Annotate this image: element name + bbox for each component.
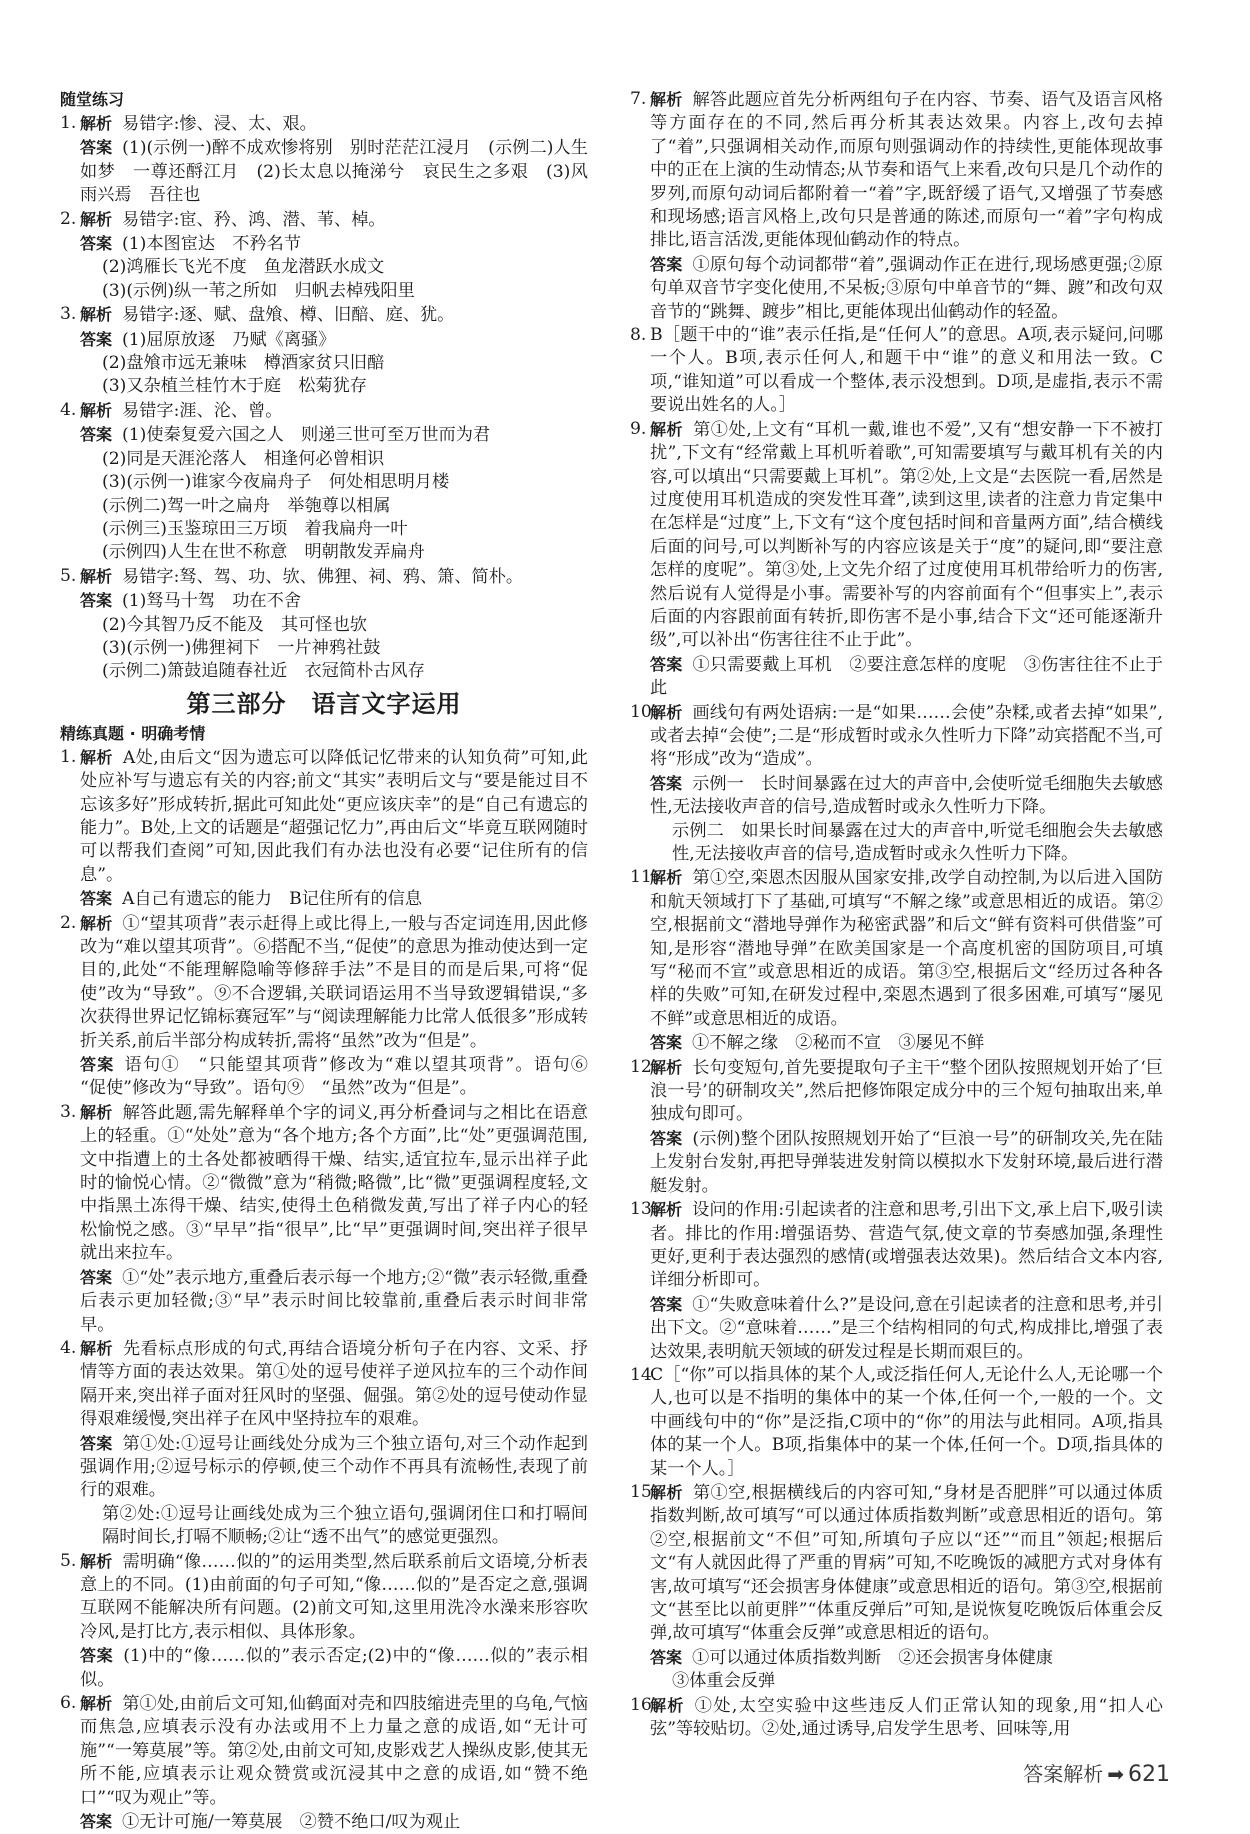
analysis-label: 解析 bbox=[650, 419, 684, 439]
answer-label: 答案 bbox=[650, 254, 683, 274]
answer-line bbox=[80, 1644, 588, 1692]
analysis-label: 解析 bbox=[650, 702, 683, 722]
analysis-text: 第①处,上文有“耳机一戴,谁也不爱”,又有“想安静一下不被打扰”,下文有“经常戴上耳机听着歌”,可知需要填写与戴耳机有关的内容,可以填出“只需要戴上耳机”。第②处,上文是“去医院一看,居然是过度使用耳机造成的突发性耳聋”,读到这里,读者的注意力肯定集中在怎样是“过度”上,下文有“这个度包括时间和音量两方面”,结合横线后面的问号,可以判断补写的内容应该是关于“度”的疑问,即“要注意怎样的度呢”。第③处,上文先介绍了过度使用耳机带给听力的伤害,然后说有人觉得是小事。需要补写的内容前面有个“但事实上”,表示后面的内容跟前面有转折,即伤害不是小事,结合下文“还可能逐渐升级”,可以补出“伤害往往不止于此”。 bbox=[650, 419, 1163, 651]
answer-item bbox=[60, 303, 588, 399]
answer-text: (1)使秦复爱六国之人 则递三世可至万世而为君 bbox=[122, 425, 491, 446]
answer-line bbox=[80, 637, 588, 660]
analysis-text: 设问的作用:引起读者的注意和思考,引出下文,承上启下,吸引读者。排比的作用:增强语势、营造气氛,使文章的节奏感加强,条理性更好,更利于表达强烈的感情(或增强表达效果)。然后结合文本内容,详细分析即可。 bbox=[650, 1200, 1163, 1291]
answer-text: (1)屈原放逐 乃赋《离骚》 bbox=[122, 329, 336, 350]
answer-label: 答案 bbox=[650, 1128, 683, 1148]
item-number: 1. bbox=[60, 113, 77, 133]
answer-label: 答案 bbox=[80, 138, 113, 158]
analysis-text: B［题干中的“谁”表示任指,是“任何人”的意思。A项,表示疑问,问哪一个人。B项,表示任何人,和题干中“谁”的意义和用法一致。C项,“谁知道”可以看成一个整体,表示没想到。D项,是虚指,表示不需要说出姓名的人。］ bbox=[650, 325, 1163, 416]
answer-text: ①只需要戴上耳机 ②要注意怎样的度呢 ③伤害往往不止于此 bbox=[650, 654, 1163, 699]
answer-text: 示例一 长时间暴露在过大的声音中,会使听觉毛细胞失去敏感性,无法接收声音的信号,造成暂时或永久性听力下降。 bbox=[650, 773, 1163, 818]
item-number: 15. bbox=[630, 1481, 658, 1502]
answer-line bbox=[80, 375, 588, 398]
answer-text: (2)盘飧市远无兼味 樽酒家贫只旧醅 bbox=[102, 353, 385, 374]
answer-item bbox=[60, 399, 588, 565]
answer-text: (1)(示例一)醉不成欢惨将别 别时茫茫江浸月 (示例二)人生如梦 一尊还酹江月 (2)长太息以掩涕兮 哀民生之多艰 (3)风雨兴焉 吾往也 bbox=[80, 138, 588, 206]
answer-text: ①“处”表示地方,重叠后表示每一个地方;②“微”表示轻微,重叠后表示更加轻微;③“早”表示时间比较靠前,重叠后表示时间非常早。 bbox=[80, 1267, 588, 1335]
exam-list bbox=[60, 746, 606, 1834]
analysis-label: 解析 bbox=[80, 1102, 113, 1122]
answer-label: 答案 bbox=[80, 1433, 113, 1453]
analysis-text: ①“望其项背”表示赶得上或比得上,一般与否定词连用,因此修改为“难以望其项背”。⑥搭配不当,“促使”的意思为推动使达到一定目的,此处“不能理解隐喻等修辞手法”不是目的而是后果,可将“促使”改为“导致”。⑨不合逻辑,关联词语运用不当导致逻辑错误,“多次获得世界记忆锦标赛冠军”与“阅读理解能力比常人低很多”形成转折关系,前后半部分构成转折,需将“虽然”改为“但是”。 bbox=[80, 913, 588, 1051]
analysis-text: 第①处,由前后文可知,仙鹤面对壳和四肢缩进壳里的乌龟,气恼而焦急,应填表示没有办法或用不上力量之意的成语,如“无计可施”“一筹莫展”等。第②处,由前文可知,皮影戏艺人操纵皮影,使其无所不能,应填表示让观众赞赏或沉浸其中之意的成语,如“赞不绝口”“叹为观止”等。 bbox=[80, 1694, 588, 1808]
answer-text: (示例二)箫鼓追随春社近 衣冠简朴古风存 bbox=[102, 661, 425, 682]
analysis-text: 长句变短句,首先要提取句子主干“整个团队按照规划开始了‘巨浪一号’的研制攻关”,然后把修饰限定成分中的三个短句抽取出来,单独成句即可。 bbox=[650, 1057, 1163, 1125]
answer-item bbox=[60, 208, 588, 304]
answer-label: 答案 bbox=[80, 591, 113, 611]
analysis-label: 解析 bbox=[650, 1482, 683, 1502]
answer-item bbox=[60, 1692, 588, 1834]
item-number: 5. bbox=[60, 1550, 77, 1571]
practice-list bbox=[60, 112, 588, 684]
analysis-text: 易错字:惨、浸、太、艰。 bbox=[122, 114, 317, 134]
answer-line bbox=[80, 541, 588, 564]
answer-label: 答案 bbox=[650, 1294, 683, 1314]
answer-line bbox=[80, 280, 588, 303]
answer-label: 答案 bbox=[80, 1267, 113, 1287]
answer-item bbox=[60, 1101, 588, 1337]
item-analysis bbox=[80, 399, 588, 423]
item-analysis bbox=[650, 866, 1163, 1031]
answer-text: (3)(示例)纵一苇之所如 归帆去棹残阳里 bbox=[102, 280, 415, 301]
answer-line bbox=[80, 136, 588, 207]
item-number: 4. bbox=[60, 399, 77, 420]
item-number: 8. bbox=[630, 325, 647, 346]
analysis-text: 解答此题,需先解释单个字的词义,再分析叠词与之相比在语意上的轻重。①“处处”意为“各个地方;各个方面”,比“处”更强调范围,文中指遭上的土各处都被晒得干燥、结实,适宜拉车,显示出祥子此时的愉悦心情。②“微微”意为“稍微;略微”,比“微”更强调程度轻,文中指黑土冻得干燥、结实,使得土色稍微发黄,写出了祥子内心的轻松愉悦之感。③“早早”指“很早”,比“早”更强调时间,突出祥子很早就出来拉车。 bbox=[80, 1102, 588, 1264]
analysis-label: 解析 bbox=[650, 868, 683, 888]
answer-line bbox=[80, 256, 588, 279]
answer-item bbox=[630, 1364, 1163, 1481]
item-analysis bbox=[650, 88, 1163, 253]
answer-line bbox=[80, 448, 588, 471]
answer-line bbox=[80, 518, 588, 541]
answer-label: 答案 bbox=[80, 1812, 113, 1832]
answer-text: (示例四)人生在世不称意 明朝散发弄扁舟 bbox=[102, 542, 425, 563]
section-title: 随堂练习 bbox=[60, 90, 125, 109]
item-number: 16. bbox=[630, 1694, 658, 1715]
answer-item bbox=[60, 746, 588, 912]
analysis-text: 易错字:宦、矜、鸿、潜、苇、棹。 bbox=[122, 209, 386, 230]
answer-item bbox=[630, 1198, 1163, 1364]
item-number: 3. bbox=[60, 304, 77, 325]
analysis-label: 解析 bbox=[80, 1338, 113, 1358]
answer-line bbox=[80, 495, 588, 518]
section-title: 精练真题 · 明确考情 bbox=[60, 723, 206, 743]
answer-label: 答案 bbox=[80, 329, 113, 349]
analysis-text: 画线句有两处语病:一是“如果……会使”杂糅,或者去掉“如果”,或者去掉“会使”;二是“形成暂时或永久性听力下降”动宾搭配不当,可将“形成”改为“造成”。 bbox=[650, 702, 1163, 770]
answer-line bbox=[650, 820, 1163, 867]
item-analysis bbox=[650, 1481, 1163, 1646]
analysis-label: 解析 bbox=[80, 1694, 113, 1713]
exam-list-continued bbox=[630, 88, 1163, 1741]
arrow-right-icon: ➡ bbox=[1107, 1762, 1124, 1786]
item-analysis bbox=[80, 1101, 588, 1266]
answer-line bbox=[80, 471, 588, 494]
answer-text: 示例二 如果长时间暴露在过大的声音中,听觉毛细胞会失去敏感性,无法接收声音的信号,造成暂时或永久性听力下降。 bbox=[672, 820, 1163, 864]
answer-line bbox=[650, 1646, 1163, 1670]
answer-line bbox=[80, 423, 588, 447]
answer-line bbox=[80, 589, 588, 613]
answer-text: (示例)整个团队按照规划开始了“巨浪一号”的研制攻关,先在陆上发射台发射,再把导弹装进发射筒以模拟水下发射环境,最后进行潜艇发射。 bbox=[650, 1128, 1163, 1196]
answer-line bbox=[650, 1293, 1163, 1364]
answer-text: 第①处:①逗号让画线处分成为三个独立语句,对三个动作起到强调作用;②逗号标示的停顿,使三个动作不再具有流畅性,表现了前行的艰难。 bbox=[80, 1433, 588, 1501]
item-number: 4. bbox=[60, 1337, 77, 1358]
answer-item bbox=[630, 701, 1163, 867]
answer-line bbox=[80, 887, 588, 911]
answer-item bbox=[630, 1056, 1163, 1198]
answer-label: 答案 bbox=[650, 773, 683, 793]
answer-text: (3)又杂植兰桂竹木于庭 松菊犹存 bbox=[102, 376, 367, 397]
analysis-text: 先看标点形成的句式,再结合语境分析句子在内容、文采、抒情等方面的表达效果。第①处的逗号使祥子逆风拉车的三个动作间隔开来,突出祥子面对狂风时的坚强、倔强。第②处的逗号使动作显得艰难缓慢,突出祥子在风中坚持拉车的艰难。 bbox=[80, 1338, 588, 1430]
answer-label: 答案 bbox=[80, 1646, 114, 1666]
answer-line bbox=[650, 1031, 1163, 1055]
analysis-text: ①处,太空实验中这些违反人们正常认知的现象,用“扣人心弦”等较贴切。②处,通过诱导,启发学生思考、回味等,用 bbox=[650, 1695, 1163, 1740]
answer-item bbox=[60, 912, 606, 1101]
analysis-label: 解析 bbox=[80, 114, 113, 133]
item-analysis bbox=[650, 418, 1163, 653]
item-analysis bbox=[80, 746, 588, 887]
answer-line bbox=[80, 1053, 606, 1101]
item-analysis bbox=[80, 912, 588, 1053]
answer-text: (1)本图宦达 不矜名节 bbox=[122, 234, 302, 255]
left-column bbox=[60, 88, 606, 1834]
answer-text: 第②处:①逗号让画线处成为三个独立语句,强调闭住口和打嗝间隔时间长,打嗝不顺畅;②让“透不出气”的感觉更强烈。 bbox=[102, 1503, 588, 1548]
item-number: 1. bbox=[60, 746, 77, 767]
footer-label: 答案解析 bbox=[1023, 1762, 1104, 1786]
answer-line bbox=[650, 1127, 1163, 1198]
answer-item bbox=[630, 324, 1163, 418]
item-number: 14. bbox=[630, 1364, 658, 1385]
answer-label: 答案 bbox=[650, 654, 683, 674]
answer-item bbox=[630, 866, 1163, 1055]
item-analysis bbox=[650, 1694, 1163, 1742]
answer-text: 语句① “只能望其项背”修改为“难以望其项背”。语句⑥ “促使”修改为“导致”。语句⑨ “虽然”改为“但是”。 bbox=[80, 1055, 606, 1099]
item-number: 10. bbox=[630, 701, 658, 722]
page-number: 621 bbox=[1128, 1762, 1170, 1787]
answer-label: 答案 bbox=[650, 1033, 683, 1053]
analysis-text: 易错字:涯、沦、曾。 bbox=[122, 400, 283, 421]
answer-line bbox=[650, 772, 1163, 820]
answer-text: (示例二)驾一叶之扁舟 举匏尊以相属 bbox=[102, 495, 391, 516]
item-number: 12. bbox=[630, 1056, 658, 1077]
answer-text: ①原句每个动词都带“着”,强调动作正在进行,现场感更强;②原句单双音节字变化使用,不呆板;③原句中单音节的“舞、踱”和改句双音节的“跳舞、踱步”相比,更能体现出仙鹤动作的轻盈。 bbox=[650, 254, 1163, 322]
analysis-text: 易错字:驽、驾、功、欤、佛狸、祠、鸦、箫、简朴。 bbox=[122, 566, 524, 587]
analysis-text: 需明确“像……似的”的运用类型,然后联系前后文语境,分析表意上的不同。(1)由前面的句子可知,“像……似的”是否定之意,强调互联网不能解决所有问题。(2)前文可知,这里用洗冷水澡来形容吹冷风,是打比方,表示相似、具体形象。 bbox=[80, 1551, 588, 1642]
analysis-label: 解析 bbox=[650, 1057, 683, 1077]
analysis-label: 解析 bbox=[80, 400, 113, 420]
answer-text: ①无计可施/一筹莫展 ②赞不绝口/叹为观止 bbox=[122, 1812, 461, 1833]
item-analysis bbox=[650, 1056, 1163, 1127]
item-number: 9. bbox=[630, 418, 647, 439]
answer-item bbox=[630, 88, 1163, 324]
item-number: 13. bbox=[630, 1199, 658, 1220]
analysis-label: 解析 bbox=[650, 90, 683, 109]
item-analysis bbox=[80, 112, 588, 136]
analysis-label: 解析 bbox=[80, 913, 113, 933]
analysis-label: 解析 bbox=[80, 747, 113, 767]
item-analysis bbox=[650, 701, 1163, 772]
item-analysis bbox=[80, 208, 588, 232]
item-number: 2. bbox=[60, 912, 77, 933]
analysis-text: C［“你”可以指具体的某个人,或泛指任何人,无论什么人,无论哪一个人,也可以是不指明的集体中的某一个体,任何一个,一般的一个。文中画线句中的“你”是泛指,C项中的“你”的用法与此相同。A项,指具体的某一个人。B项,指集体中的某一个体,任何一个。D项,指具体的某一个人。］ bbox=[650, 1364, 1163, 1479]
answer-line bbox=[80, 1432, 588, 1503]
analysis-text: 解答此题应首先分析两组句子在内容、节奏、语气及语言风格等方面存在的不同,然后再分析其表达效果。内容上,改句去掉了“着”,只强调相关动作,而原句则强调动作的持续性,更能体现故事中的正在上演的生动情态;从节奏和语气上来看,改句只是几个动作的罗列,而原句动词后都附着一“着”字,既舒缓了语气,又增强了节奏感和现场感;语言风格上,改句只是普通的陈述,而原句一“着”字句构成排比,语言活泼,更能体现仙鹤动作的特点。 bbox=[650, 90, 1163, 251]
answer-line bbox=[80, 352, 588, 375]
answer-text: A自己有遗忘的能力 B记住所有的信息 bbox=[122, 889, 423, 910]
answer-text: (3)(示例一)佛狸祠下 一片神鸦社鼓 bbox=[102, 637, 381, 658]
answer-line bbox=[80, 1503, 588, 1550]
answer-text: ①可以通过体质指数判断 ②还会损害身体健康 bbox=[692, 1647, 1053, 1668]
item-analysis bbox=[80, 1550, 588, 1645]
answer-label: 答案 bbox=[80, 889, 113, 909]
item-analysis bbox=[650, 324, 1163, 418]
answer-line bbox=[80, 614, 588, 637]
page-footer bbox=[1023, 1758, 1170, 1787]
analysis-text: 第①空,栾恩杰因服从国家安排,改学自动控制,为以后进入国防和航天领域打下了基础,可填写“不解之缘”或意思相近的成语。第②空,根据前文“潜地导弹作为秘密武器”和后文“鲜有资料可供借鉴”可知,是形容“潜地导弹”在欧美国家是一个高度机密的国防项目,可填写“秘而不宣”或意思相近的成语。第③空,根据后文“经历过各种各样的失败”可知,在研发过程中,栾恩杰遇到了很多困难,可填写“屡见不鲜”或意思相近的成语。 bbox=[650, 868, 1163, 1029]
item-number: 2. bbox=[60, 208, 77, 229]
answer-text: (3)(示例一)谁家今夜扁舟子 何处相思明月楼 bbox=[102, 472, 450, 493]
item-number: 5. bbox=[60, 565, 77, 586]
answer-label: 答案 bbox=[80, 1055, 115, 1075]
analysis-text: 易错字:逐、赋、盘飧、樽、旧醅、庭、犹。 bbox=[122, 305, 455, 326]
item-number: 6. bbox=[60, 1693, 77, 1713]
answer-text: (1)驽马十驾 功在不舍 bbox=[122, 591, 302, 612]
item-number: 7. bbox=[630, 89, 647, 109]
item-analysis bbox=[80, 565, 588, 589]
analysis-label: 解析 bbox=[80, 1551, 113, 1571]
answer-label: 答案 bbox=[80, 425, 113, 445]
answer-line bbox=[80, 232, 588, 256]
answer-text: (1)中的“像……似的”表示否定;(2)中的“像……似的”表示相似。 bbox=[80, 1646, 588, 1690]
answer-text: (2)同是天涯沦落人 相逢何必曾相识 bbox=[102, 448, 385, 469]
answer-item bbox=[630, 1694, 1163, 1742]
analysis-label: 解析 bbox=[650, 1200, 683, 1220]
answer-item bbox=[630, 418, 1163, 701]
item-analysis bbox=[80, 303, 588, 327]
answer-item bbox=[60, 112, 588, 208]
answer-text: (示例三)玉鉴琼田三万顷 着我扁舟一叶 bbox=[102, 518, 408, 539]
answer-text: (2)鸿雁长飞光不度 鱼龙潜跃水成文 bbox=[102, 257, 385, 278]
answer-line bbox=[650, 1670, 1163, 1693]
item-analysis bbox=[80, 1337, 588, 1432]
answer-line bbox=[80, 660, 588, 683]
answer-text: ①不解之缘 ②秘而不宣 ③屡见不鲜 bbox=[692, 1033, 985, 1054]
answer-item bbox=[60, 1550, 588, 1692]
analysis-label: 解析 bbox=[80, 566, 113, 586]
answer-text: ①“失败意味着什么?”是设问,意在引起读者的注意和思考,并引出下文。②“意味着……”是三个结构相同的句式,构成排比,增强了表达效果,表明航天领域的研发过程是长期而艰巨的。 bbox=[650, 1294, 1163, 1362]
answer-line bbox=[650, 653, 1163, 701]
answer-item bbox=[60, 1337, 588, 1550]
answer-text: ③体重会反弹 bbox=[672, 1671, 776, 1692]
answer-item bbox=[630, 1481, 1163, 1694]
answer-label: 答案 bbox=[80, 234, 113, 254]
answer-line bbox=[650, 253, 1163, 324]
analysis-text: 第①空,根据横线后的内容可知,“身材是否肥胖”可以通过体质指数判断,故可填写“可以通过体质指数判断”或意思相近的语句。第②空,根据前文“不但”可知,所填句子应以“还”“而且”领起;根据后文“有人就因此得了严重的胃病”可知,不吃晚饭的减肥方式对身体有害,故可填写“还会损害身体健康”或意思相近的语句。第③空,根据前文“甚至比以前更胖”“体重反弹后”可知,是说恢复吃晚饭后体重会反弹,故可填写“体重会反弹”或意思相近的语句。 bbox=[650, 1482, 1163, 1644]
answer-item bbox=[60, 565, 588, 684]
part-title: 第三部分 语言文字运用 bbox=[186, 688, 462, 718]
analysis-text: A处,由后文“因为遗忘可以降低记忆带来的认知负荷”可知,此处应补写与遗忘有关的内容;前文“其实”表明后文与“要是能过目不忘该多好”形成转折,据此可知此处“更应该庆幸”的是“自己有遗忘的能力”。B处,上文的话题是“超强记忆力”,再由后文“毕竟互联网随时可以帮我们查阅”可知,因此我们有办法也没有必要“记住所有的信息”。 bbox=[80, 747, 588, 885]
analysis-label: 解析 bbox=[650, 1695, 685, 1715]
item-analysis bbox=[80, 1692, 588, 1810]
item-analysis bbox=[650, 1364, 1163, 1481]
analysis-label: 解析 bbox=[80, 209, 113, 229]
answer-label: 答案 bbox=[650, 1647, 683, 1667]
right-column bbox=[630, 88, 1163, 1741]
item-analysis bbox=[650, 1198, 1163, 1293]
analysis-label: 解析 bbox=[80, 305, 113, 325]
item-number: 3. bbox=[60, 1101, 77, 1122]
answer-line bbox=[80, 1266, 588, 1337]
item-number: 11. bbox=[630, 867, 658, 888]
answer-text: (2)今其智乃反不能及 其可怪也欤 bbox=[102, 614, 367, 635]
answer-line bbox=[80, 328, 588, 352]
